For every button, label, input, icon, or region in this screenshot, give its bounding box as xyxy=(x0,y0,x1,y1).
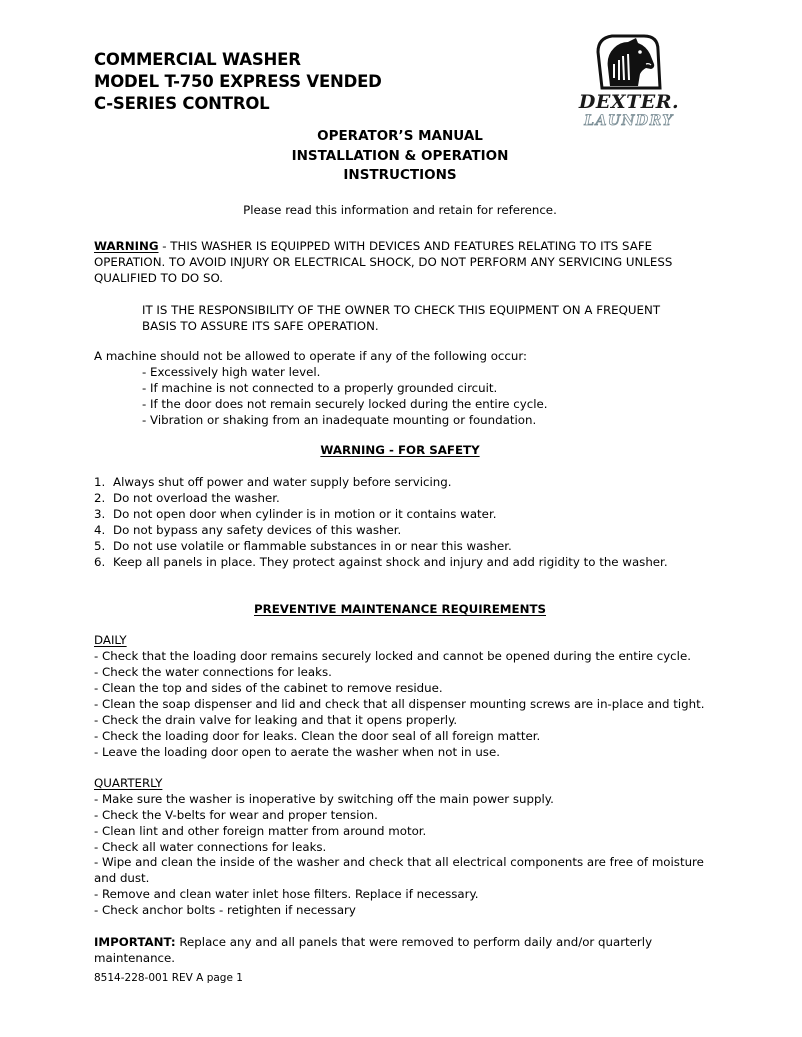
warning-line-1: - THIS WASHER IS EQUIPPED WITH DEVICES AND FEATURES RELATING TO ITS SAFE xyxy=(158,239,653,253)
list-item: 2. Do not overload the washer. xyxy=(94,491,280,505)
list-item: 5. Do not use volatile or flammable substances in or near this washer. xyxy=(94,539,512,553)
list-item: 4. Do not bypass any safety devices of this washer. xyxy=(94,523,402,537)
title-line-2: MODEL T-750 EXPRESS VENDED xyxy=(94,72,382,91)
important-line-1: Replace any and all panels that were removed to perform daily and/or quarterly xyxy=(175,935,653,949)
manual-title-line-1: OPERATOR’S MANUAL xyxy=(317,128,483,144)
list-item: - Check that the loading door remains securely locked and cannot be opened during the entire cycle. xyxy=(94,649,691,663)
list-item: 1. Always shut off power and water supply before servicing. xyxy=(94,475,452,489)
list-item: - Check anchor bolts - retighten if necessary xyxy=(94,903,356,917)
intro-text: Please read this information and retain for reference. xyxy=(243,203,557,217)
list-item: - If machine is not connected to a properly grounded circuit. xyxy=(142,381,498,395)
list-item: - Clean the soap dispenser and lid and check that all dispenser mounting screws are in-place and tight. xyxy=(94,697,705,711)
warning-label: WARNING xyxy=(94,239,159,253)
page-footer: 8514-228-001 REV A page 1 xyxy=(94,972,243,984)
list-item: - Check the water connections for leaks. xyxy=(94,665,332,679)
list-item: - Check all water connections for leaks. xyxy=(94,840,327,854)
logo-word-dexter: DEXTER. xyxy=(578,91,680,113)
list-item: 6. Keep all panels in place. They protect against shock and injury and add rigidity to the washer. xyxy=(94,555,668,569)
manual-title xyxy=(200,127,600,186)
list-item: - Make sure the washer is inoperative by switching off the main power supply. xyxy=(94,792,554,806)
list-item: 3. Do not open door when cylinder is in motion or it contains water. xyxy=(94,507,497,521)
logo-word-laundry: LAUNDRY xyxy=(584,113,674,129)
list-item: - Check the drain valve for leaking and that it opens properly. xyxy=(94,713,458,727)
list-item: - Check the loading door for leaks. Clean the door seal of all foreign matter. xyxy=(94,729,541,743)
responsibility-line-1: IT IS THE RESPONSIBILITY OF THE OWNER TO CHECK THIS EQUIPMENT ON A FREQUENT xyxy=(142,303,661,317)
responsibility-line-2: BASIS TO ASSURE ITS SAFE OPERATION. xyxy=(142,319,379,333)
conditions-intro: A machine should not be allowed to operate if any of the following occur: xyxy=(94,349,527,363)
list-item: - Clean lint and other foreign matter from around motor. xyxy=(94,824,427,838)
dexter-logo xyxy=(572,34,686,132)
list-item: - Wipe and clean the inside of the washer and check that all electrical components are free of moisture xyxy=(94,855,704,869)
title-line-1: COMMERCIAL WASHER xyxy=(94,50,301,69)
list-item: - Excessively high water level. xyxy=(142,365,321,379)
quarterly-label: QUARTERLY xyxy=(94,776,163,790)
list-item: - Leave the loading door open to aerate the washer when not in use. xyxy=(94,745,500,759)
list-item: - Clean the top and sides of the cabinet to remove residue. xyxy=(94,681,443,695)
title-line-3: C-SERIES CONTROL xyxy=(94,94,270,113)
list-item: - Vibration or shaking from an inadequate mounting or foundation. xyxy=(142,413,537,427)
maintenance-heading: PREVENTIVE MAINTENANCE REQUIREMENTS xyxy=(253,602,546,616)
list-item-continuation: and dust. xyxy=(94,871,150,885)
list-item: - Check the V-belts for wear and proper tension. xyxy=(94,808,378,822)
horse-head-icon xyxy=(592,34,664,90)
safety-heading: WARNING - FOR SAFETY xyxy=(320,443,480,457)
document-title xyxy=(94,49,382,115)
warning-line-3: QUALIFIED TO DO SO. xyxy=(94,271,223,285)
manual-title-line-3: INSTRUCTIONS xyxy=(343,167,457,183)
manual-title-line-2: INSTALLATION & OPERATION xyxy=(291,147,509,164)
daily-label: DAILY xyxy=(94,633,127,647)
important-label: IMPORTANT: xyxy=(94,935,176,949)
safety-list xyxy=(94,474,668,570)
warning-line-2: OPERATION. TO AVOID INJURY OR ELECTRICAL SHOCK, DO NOT PERFORM ANY SERVICING UNLESS xyxy=(94,255,673,269)
list-item: - If the door does not remain securely locked during the entire cycle. xyxy=(142,397,548,411)
important-line-2: maintenance. xyxy=(94,951,176,965)
list-item: - Remove and clean water inlet hose filters. Replace if necessary. xyxy=(94,887,479,901)
